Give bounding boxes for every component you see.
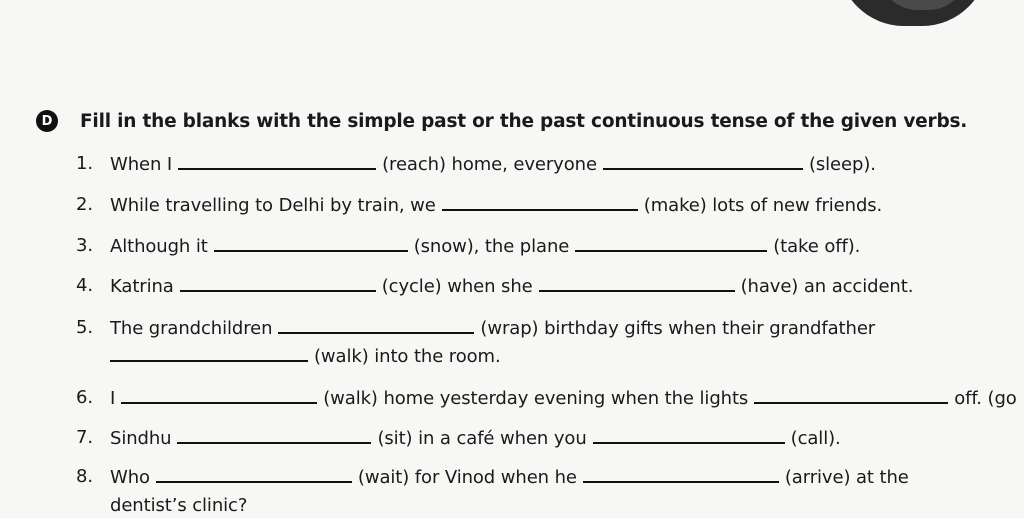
answer-blank[interactable] bbox=[278, 316, 474, 334]
question-text: off. (go bbox=[954, 388, 1017, 409]
question-text: When I bbox=[110, 154, 173, 175]
answer-blank[interactable] bbox=[214, 234, 408, 252]
section-badge: D bbox=[36, 110, 58, 132]
question-text: Katrina bbox=[110, 276, 174, 297]
question-text: I bbox=[110, 388, 116, 409]
answer-blank[interactable] bbox=[177, 426, 371, 444]
question-text: (sleep). bbox=[808, 154, 876, 175]
question-text: (arrive) at the bbox=[784, 467, 909, 488]
question-text: Who bbox=[110, 467, 150, 488]
question-text: The grandchildren bbox=[110, 318, 273, 339]
question-text: (walk) home yesterday evening when the lights bbox=[323, 388, 749, 409]
question-text: (take off). bbox=[773, 236, 861, 257]
question-number: 6. bbox=[76, 387, 93, 408]
answer-blank[interactable] bbox=[583, 465, 779, 483]
instruction-text: Fill in the blanks with the simple past or the past continuous tense of the given verbs. bbox=[80, 110, 968, 132]
question-text: While travelling to Delhi by train, we bbox=[110, 195, 436, 216]
question-number: 4. bbox=[76, 275, 93, 296]
question-text: (wrap) birthday gifts when their grandfather bbox=[480, 318, 876, 339]
answer-blank[interactable] bbox=[180, 274, 376, 292]
question-text: (walk) into the room. bbox=[314, 346, 501, 367]
photo-corner bbox=[838, 0, 988, 26]
question-number: 7. bbox=[76, 427, 93, 448]
exercise-heading bbox=[36, 110, 967, 132]
question-text: (wait) for Vinod when he bbox=[357, 467, 577, 488]
question-text: Sindhu bbox=[110, 428, 172, 449]
question-text: (make) lots of new friends. bbox=[643, 195, 883, 216]
question-text: (sit) in a café when you bbox=[377, 428, 587, 449]
question-number: 3. bbox=[76, 235, 93, 256]
answer-blank[interactable] bbox=[110, 344, 308, 362]
answer-blank[interactable] bbox=[593, 426, 785, 444]
question-text: dentist’s clinic? bbox=[110, 495, 248, 516]
answer-blank[interactable] bbox=[539, 274, 735, 292]
question-text: Although it bbox=[110, 236, 208, 257]
question-text: (cycle) when she bbox=[381, 276, 533, 297]
question-text: (have) an accident. bbox=[740, 276, 914, 297]
question-text: (call). bbox=[790, 428, 841, 449]
answer-blank[interactable] bbox=[442, 193, 638, 211]
question-number: 5. bbox=[76, 317, 93, 338]
answer-blank[interactable] bbox=[754, 386, 948, 404]
question-number: 1. bbox=[76, 153, 93, 174]
answer-blank[interactable] bbox=[178, 152, 376, 170]
answer-blank[interactable] bbox=[121, 386, 317, 404]
question-text: (snow), the plane bbox=[413, 236, 570, 257]
answer-blank[interactable] bbox=[603, 152, 803, 170]
question-number: 2. bbox=[76, 194, 93, 215]
question-text: (reach) home, everyone bbox=[382, 154, 597, 175]
answer-blank[interactable] bbox=[156, 465, 352, 483]
answer-blank[interactable] bbox=[575, 234, 767, 252]
question-number: 8. bbox=[76, 466, 93, 487]
